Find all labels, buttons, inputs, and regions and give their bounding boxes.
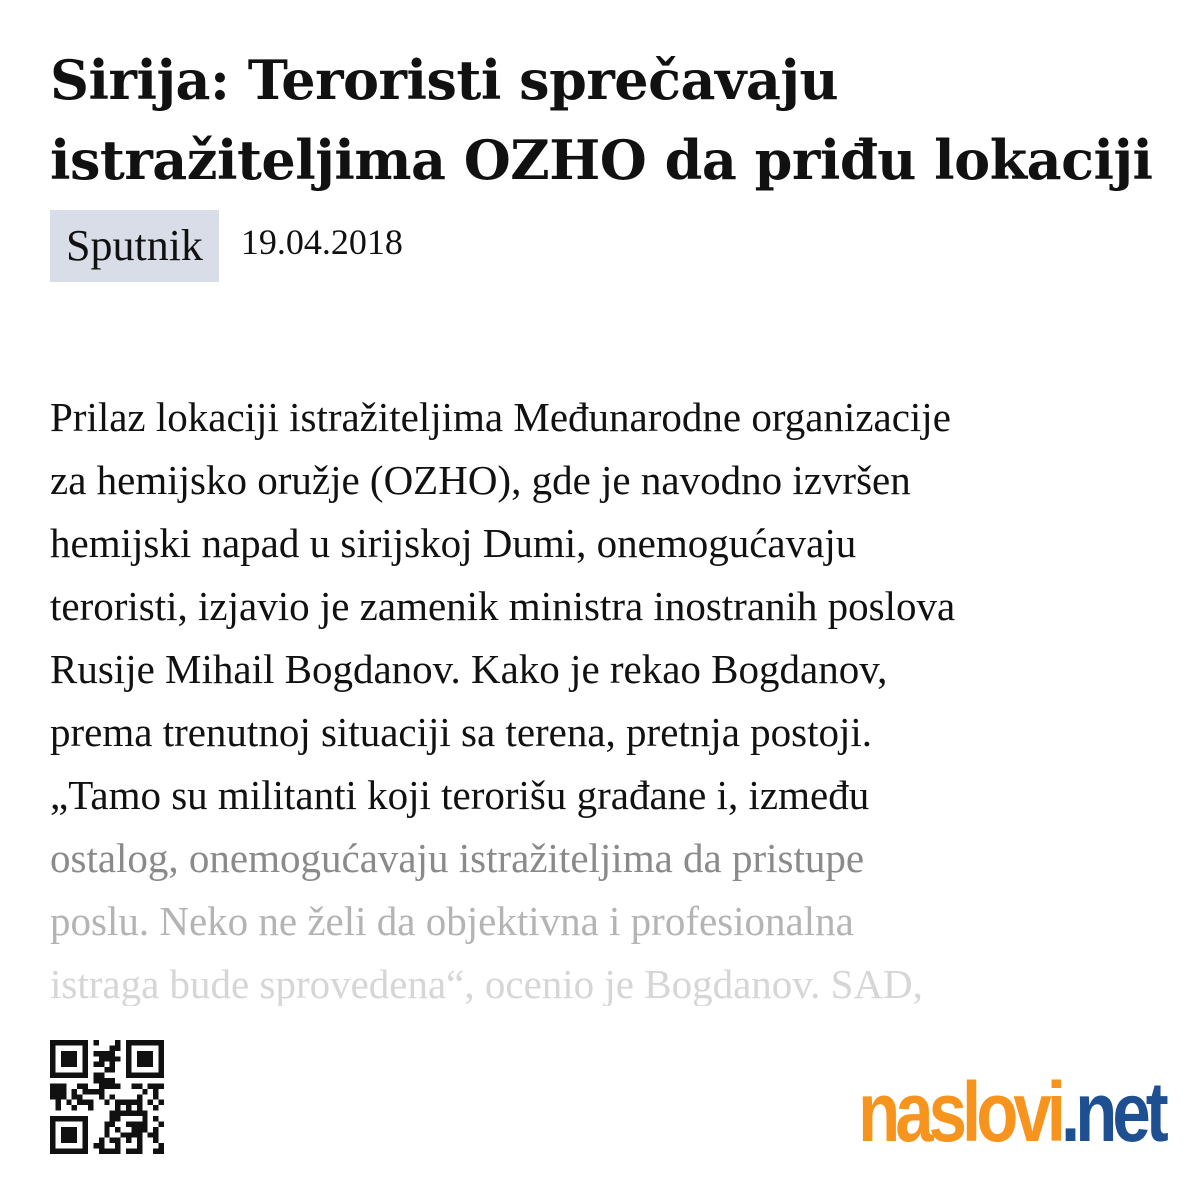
article-body: [50, 386, 1160, 1006]
article-meta: [50, 210, 1160, 282]
body-line-faded: istraga bude sprovedena“, ocenio je Bogdanov. SAD,: [50, 961, 923, 1006]
publish-date: 19.04.2018: [240, 222, 403, 262]
body-line: teroristi, izjavio je zamenik ministra inostranih poslova: [50, 583, 956, 629]
body-line: prema trenutnoj situaciji sa terena, pretnja postoji.: [50, 709, 873, 755]
naslovi-net-logo[interactable]: [858, 1062, 1164, 1162]
body-line: za hemijsko oružje (OZHO), gde je navodno izvršen: [50, 457, 911, 503]
qr-code-icon[interactable]: [50, 1040, 164, 1154]
body-line: Prilaz lokaciji istražiteljima Međunarodne organizacije: [50, 394, 951, 440]
body-line-faded: ostalog, onemogućavaju istražiteljima da pristupe: [50, 835, 865, 881]
article-headline[interactable]: Sirija: Teroristi sprečavaju istražiteljima OZHO da priđu lokaciji: [50, 48, 1153, 192]
article-card: [50, 40, 1160, 282]
logo-tld-text: .net: [1061, 1065, 1164, 1159]
body-line-faded: poslu. Neko ne želi da objektivna i profesionalna: [50, 898, 854, 944]
body-line: „Tamo su militanti koji terorišu građane i, između: [50, 772, 870, 818]
logo-main-text: naslovi: [858, 1065, 1062, 1159]
source-badge[interactable]: Sputnik: [50, 210, 219, 282]
body-line: Rusije Mihail Bogdanov. Kako je rekao Bogdanov,: [50, 646, 888, 692]
body-line: hemijski napad u sirijskoj Dumi, onemogućavaju: [50, 520, 857, 566]
